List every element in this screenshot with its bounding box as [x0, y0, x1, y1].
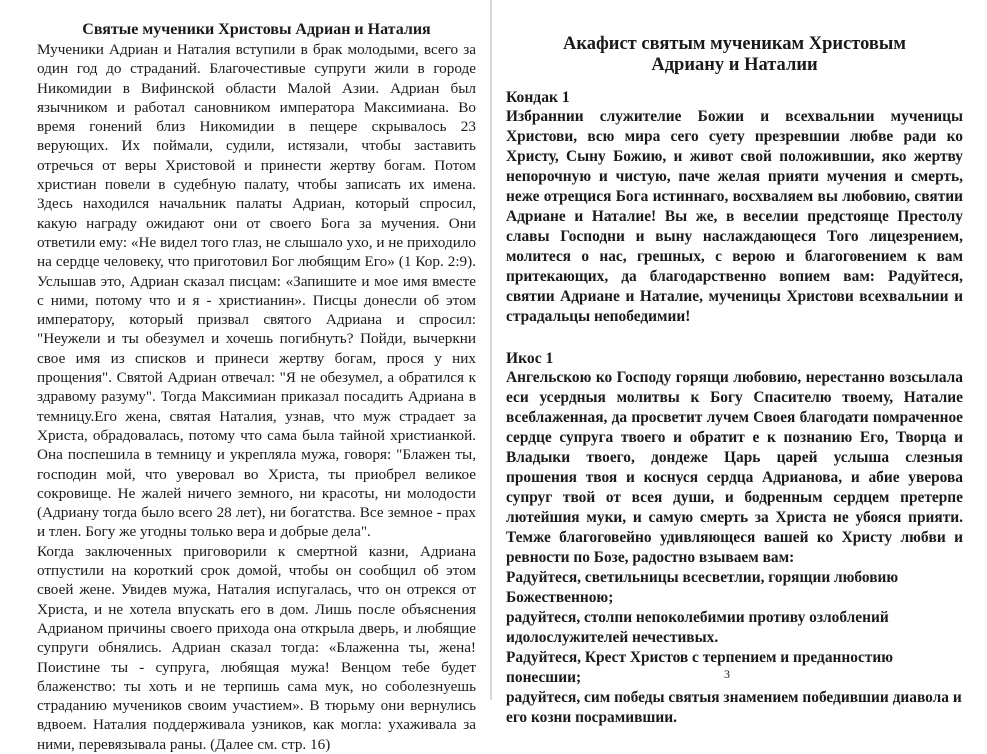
- salutation-line: Радуйтеся, светильницы всесветлии, горящии любовию Божественною;: [506, 569, 899, 606]
- akathist-title: [506, 34, 963, 76]
- akathist-title-line-2: Адриану и Наталии: [651, 55, 818, 75]
- section-spacer: [506, 327, 963, 349]
- ikos-text: Ангельскою ко Господу горящи любовию, нерестанно возсылала еси усердныя молитвы к Богу Спасителю твоему, Наталие всеблаженная, да просветит лучем Своея благодати помраченное сердце супруга твоего и обратит е к познанию Его, Творца и Владыки твоего, дондеже Царь царей услыша слезныя прошения твоя и коснуся сердца Адрианова, и абие уверова супруг твой от всея души, и бодренным сердцем претерпе лютейшия муки, и самую смерть за Христа не убояся прияти. Темже благоговейно удивляющеся вашей ко Христу любви и ревности по Бозе, радостно взываем вам:: [506, 369, 963, 566]
- kondak-heading: Кондак 1: [506, 89, 570, 106]
- left-page-title: Святые мученики Христовы Адриан и Наталия: [82, 21, 431, 38]
- page-number: 3: [724, 667, 730, 681]
- left-paragraph-1: Мученики Адриан и Наталия вступили в брак молодыми, всего за один год до страданий. Благочестивые супруги жили в городе Никомидии в Вифинской области Малой Азии. Адриан был язычником и работал сановником императора Максимиана. Во время гонений близ Никомидии в пещере скрывалось 23 верующих. Их поймали, судили, истязали, чтобы заставить отречься от веры Христовой и принести жертву богам. Потом христиан повели в судебную палату, чтобы записать их имена. Здесь находился начальник палаты Адриан, который спросил, какую награду ожидают они от своего Бога за мучения. Они ответили ему: «Не видел того глаз, не слышало ухо, и не приходило на сердце человеку, что приготовил Бог любящим Его» (1 Кор. 2:9). Услышав это, Адриан сказал писцам: «Запишите и мое имя вместе с ними, потому что и я - христианин». Писцы донесли об этом императору, который призвал святого Адриана и спросил: "Неужели и ты обезумел и хочешь погибнуть? Пойди, вычеркни свое имя из списков и принеси жертву богам, прося у них прощения". Святой Адриан отвечал: "Я не обезумел, а обратился к здравому разуму". Тогда Максимиан приказал посадить Адриана в темницу.Его жена, святая Наталия, узнав, что муж страдает за Христа, обрадовалась, потому что сама была тайной христианкой. Она поспешила в темницу и укрепляла мужа, говоря: "Блажен ты, господин мой, что уверовал во Христа, ты приобрел великое сокровище. Не жалей ничего земного, ни красоты, ни молодости (Адриану тогда было всего 28 лет), ни богатства. Все земное - прах и тлен. Богу же угодны только вера и добрые дела".: [37, 41, 476, 541]
- right-page: [492, 0, 987, 726]
- left-page: [0, 0, 490, 753]
- ikos-heading: Икос 1: [506, 350, 554, 367]
- salutation-line: Радуйтеся, Крест Христов с терпением и преданностию понесшии;: [506, 649, 893, 686]
- kondak-text: Избраннии служителие Божии и всехвальнии мученицы Христови, всю мира сего суету презревшии любве ради ко Христу, Сыну Божию, и живот свой положившии, яко жертву непорочную и чистую, паче желая прияти мучения и смерть, неже отрещися Бога истиннаго, восхваляем вы любовию, святии Адриане и Наталие! Вы же, в веселии предстояще Престолу славы Господни и выну наслаждающеся Того лицезрением, молитеся о нас, грешных, с верою и благоговением к вам притекающих, да благодарственно вопием вам: Радуйтеся, святии Адриане и Наталие, мученицы Христови всехвальнии и страдальцы непобедимии!: [506, 108, 963, 325]
- salutation-line: радуйтеся, столпи непоколебимии противу озлоблений идолослужителей нечестивых.: [506, 609, 889, 646]
- salutation-line: радуйтеся, сим победы святыя знамением победившии диавола и его козни посрамившии.: [506, 689, 962, 726]
- akathist-title-line-1: Акафист святым мученикам Христовым: [563, 34, 906, 54]
- left-paragraph-2: Когда заключенных приговорили к смертной казни, Адриана отпустили на короткий срок домой, чтобы он сообщил об этом своей жене. Увидев мужа, Наталия испугалась, что он отрекся от Христа, и не хотела впускать его в дом. Лишь после объяснения Адрианом причины своего прихода она открыла дверь, и любящие супруги обнялись. Адриан сказал тогда: «Блаженна ты, жена! Поистине ты - супруга, любящая мужа! Венцом тебе будет блаженство: ты хоть и не терпишь сама мук, но соболезнуешь страданию мучеников своим участием». В тюрьму они вернулись вдвоем. Наталия поддерживала узников, как могла: ухаживала за ними, перевязывала раны. (Далее см. стр. 16): [37, 542, 476, 753]
